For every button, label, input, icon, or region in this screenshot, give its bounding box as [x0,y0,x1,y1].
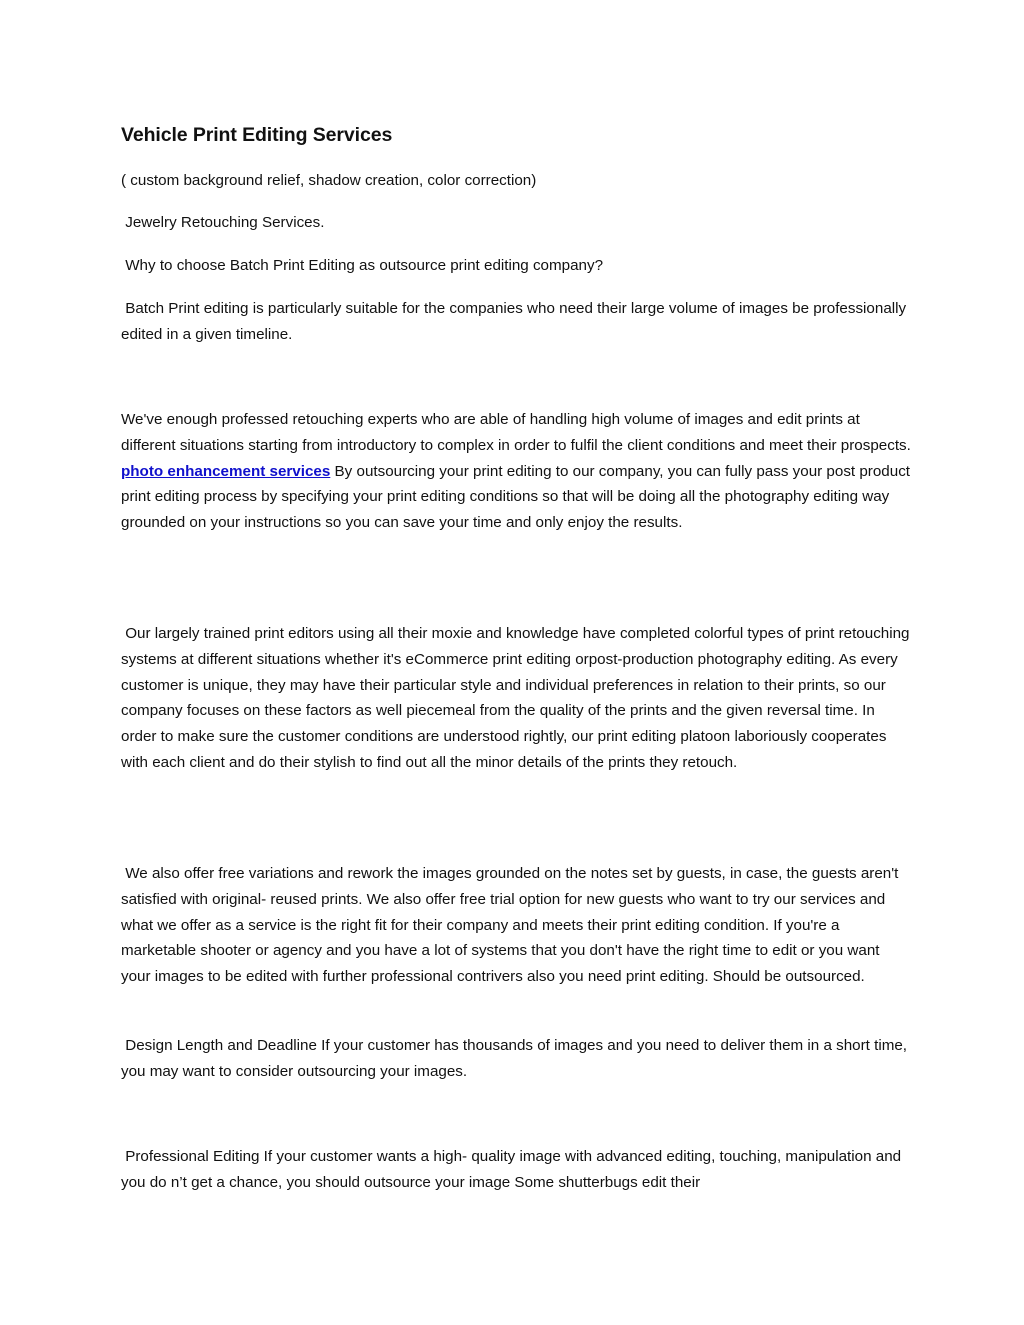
jewelry-line: Jewelry Retouching Services. [121,214,325,231]
experts-text-after: By outsourcing your print editing to our company, you can fully pass your post product print editing process by specifying your print editing conditions so that will be doing all the photography editing way grounded on your instructions so you can save your time and only enjoy the results. [121,462,915,532]
services-line: ( custom background relief, shadow creation, color correction) [121,172,537,189]
variations-paragraph: We also offer free variations and rework the images grounded on the notes set by guests, in case, the guests aren't satisfied with original- reused prints. We also offer free trial option for new guests who want to try our services and what we offer as a service is the right fit for their company and meets their print editing condition. If you're a marketable shooter or agency and you have a lot of systems that you don't have the right time to edit or you want your images to be edited with further professional contrivers also you need print editing. Should be outsourced. [121,865,903,986]
batch-paragraph: Batch Print editing is particularly suitable for the companies who need their large volume of images be professionally edited in a given timeline. [121,300,911,343]
design-length-paragraph: Design Length and Deadline If your customer has thousands of images and you need to deliver them in a short time, you may want to consider outsourcing your images. [121,1037,912,1080]
experts-paragraph [121,407,916,536]
professional-editing-paragraph: Professional Editing If your customer wants a high- quality image with advanced editing, touching, manipulation and you do n’t get a chance, you should outsource your image Some shutterbugs edit their [121,1148,906,1191]
photo-enhancement-link[interactable]: photo enhancement services [121,462,331,480]
trained-editors-paragraph: Our largely trained print editors using all their moxie and knowledge have completed colorful types of print retouching systems at different situations whether it's eCommerce print editing orpost-production photography editing. As every customer is unique, they may have their particular style and individual preferences in relation to their prints, so our company focuses on these factors as well piecemeal from the quality of the prints and the given reversal time. In order to make sure the customer conditions are understood rightly, our print editing platoon laboriously cooperates with each client and do their stylish to find out all the minor details of the prints they retouch. [121,625,914,771]
why-choose-line: Why to choose Batch Print Editing as outsource print editing company? [121,257,604,274]
page-title: Vehicle Print Editing Services [121,124,393,146]
experts-text-before: We've enough professed retouching experts who are able of handling high volume of images and edit prints at different situations starting from introductory to complex in order to fulfil the client conditions and meet their prospects. [121,411,916,454]
